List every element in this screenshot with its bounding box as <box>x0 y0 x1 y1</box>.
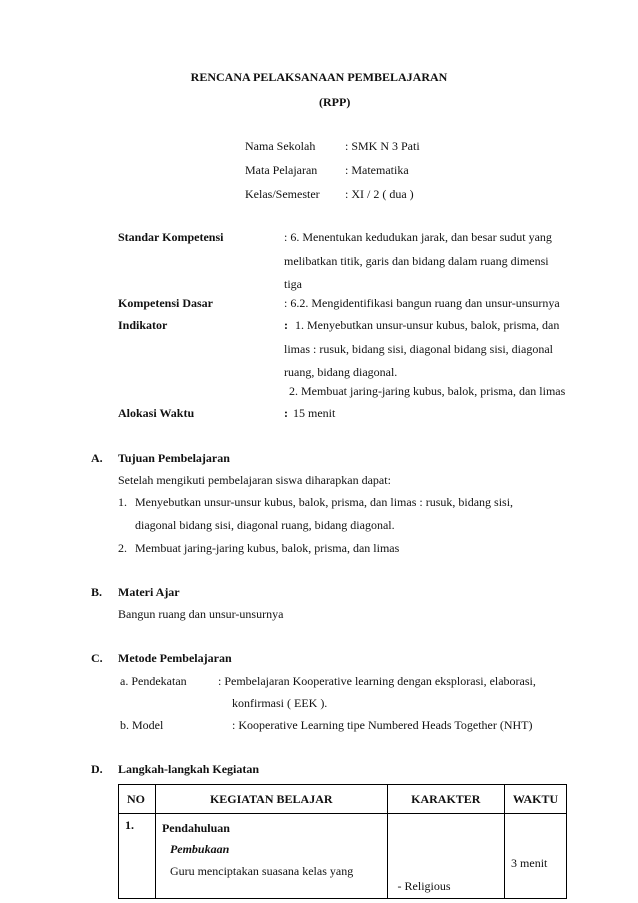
kompetensi-dasar-value: : 6.2. Mengidentifikasi bangun ruang dan unsur-unsurnya <box>284 296 560 310</box>
section-heading: Materi Ajar <box>118 585 180 599</box>
section-a-intro: Setelah mengikuti pembelajaran siswa diharapkan dapat: <box>118 473 391 487</box>
identity-label-class: Kelas/Semester <box>245 187 320 201</box>
table-row <box>119 814 567 899</box>
alokasi-waktu-colon: : <box>284 406 288 420</box>
identity-label-subject: Mata Pelajaran <box>245 163 318 177</box>
indikator-line: 2. Membuat jaring-jaring kubus, balok, prisma, dan limas <box>289 384 566 398</box>
list-item-text: diagonal bidang sisi, diagonal ruang, bidang diagonal. <box>135 518 395 532</box>
kegiatan-title: Pendahuluan <box>161 821 230 835</box>
list-number: 1. <box>118 495 127 509</box>
table-header-karakter: KARAKTER <box>387 785 504 814</box>
kegiatan-text: Guru menciptakan suasana kelas yang <box>169 864 354 878</box>
table-cell-karakter: - Religious <box>387 814 504 899</box>
metode-value: : Pembelajaran Kooperative learning dengan eksplorasi, elaborasi, <box>218 674 536 688</box>
document-title: RENCANA PELAKSANAAN PEMBELAJARAN <box>190 70 448 84</box>
indikator-line: ruang, bidang diagonal. <box>284 365 398 379</box>
list-number: 2. <box>118 541 127 555</box>
metode-label: b. Model <box>120 718 164 732</box>
indikator-colon: : <box>284 318 288 332</box>
section-letter: C. <box>91 651 103 665</box>
identity-value-class: : XI / 2 ( dua ) <box>345 187 414 201</box>
table-header-waktu: WAKTU <box>505 785 567 814</box>
table-cell-kegiatan <box>155 814 387 899</box>
kegiatan-table <box>118 784 567 899</box>
table-header-kegiatan: KEGIATAN BELAJAR <box>155 785 387 814</box>
kompetensi-dasar-label: Kompetensi Dasar <box>118 296 213 310</box>
list-item-text: Menyebutkan unsur-unsur kubus, balok, prisma, dan limas : rusuk, bidang sisi, <box>135 495 514 509</box>
identity-label-school: Nama Sekolah <box>245 139 316 153</box>
alokasi-waktu-value: 15 menit <box>293 406 336 420</box>
indikator-line: 1. Menyebutkan unsur-unsur kubus, balok, prisma, dan <box>295 318 560 332</box>
table-cell-waktu: 3 menit <box>505 814 567 899</box>
standar-kompetensi-line: : 6. Menentukan kedudukan jarak, dan besar sudut yang <box>284 230 552 244</box>
metode-label: a. Pendekatan <box>120 674 187 688</box>
section-letter: A. <box>91 451 103 465</box>
alokasi-waktu-label: Alokasi Waktu <box>118 406 195 420</box>
indikator-line: limas : rusuk, bidang sisi, diagonal bidang sisi, diagonal <box>284 342 553 356</box>
metode-value: konfirmasi ( EEK ). <box>232 696 328 710</box>
standar-kompetensi-line: melibatkan titik, garis dan bidang dalam ruang dimensi <box>284 254 549 268</box>
table-header-no: NO <box>119 785 156 814</box>
document-subtitle: (RPP) <box>319 95 351 109</box>
indikator-label: Indikator <box>118 318 168 332</box>
identity-value-subject: : Matematika <box>345 163 409 177</box>
section-b-body: Bangun ruang dan unsur-unsurnya <box>118 607 284 621</box>
kegiatan-subtitle: Pembukaan <box>169 842 230 856</box>
section-heading: Langkah-langkah Kegiatan <box>118 762 260 776</box>
standar-kompetensi-line: tiga <box>284 277 302 291</box>
section-letter: D. <box>91 762 103 776</box>
section-letter: B. <box>91 585 103 599</box>
table-cell-no: 1. <box>119 814 156 899</box>
section-heading: Tujuan Pembelajaran <box>118 451 230 465</box>
metode-value: : Kooperative Learning tipe Numbered Heads Together (NHT) <box>232 718 533 732</box>
section-heading: Metode Pembelajaran <box>118 651 232 665</box>
table-header-row <box>119 785 567 814</box>
list-item-text: Membuat jaring-jaring kubus, balok, prisma, dan limas <box>135 541 400 555</box>
identity-value-school: : SMK N 3 Pati <box>345 139 420 153</box>
standar-kompetensi-label: Standar Kompetensi <box>118 230 224 244</box>
